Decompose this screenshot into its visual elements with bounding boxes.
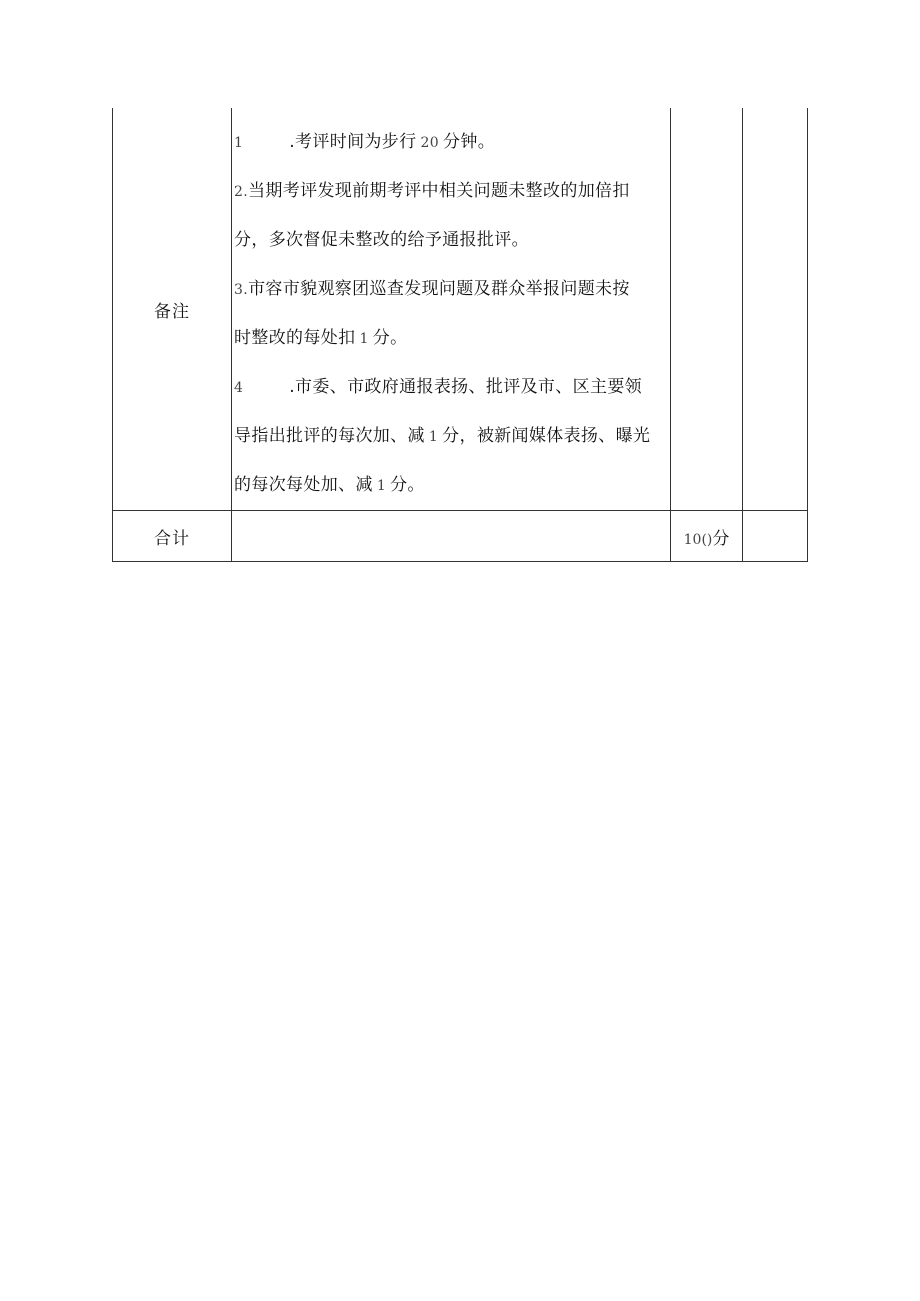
remark-line-number: 4 (234, 380, 244, 396)
remarks-content (232, 108, 671, 511)
remark-line-text: 时整改的每处扣 (234, 328, 356, 348)
remarks-lines (234, 118, 670, 510)
remarks-score-cell (671, 108, 743, 511)
remark-line-text: .考评时间为步行 (289, 132, 417, 152)
assessment-table (112, 108, 808, 562)
remark-line-number: 1 (234, 135, 244, 151)
remark-line-text: 当期考评发现前期考评中相关问题未整改的加倍扣 (248, 181, 630, 201)
remark-line-text: 的每次每处加、减 (234, 475, 373, 495)
remark-line-value: 1 (376, 478, 387, 494)
remark-line-text: 分，多次督促未整改的给予通报批评。 (234, 230, 529, 250)
remark-line (234, 363, 670, 412)
remark-line (234, 461, 670, 510)
remark-line-number: 3. (234, 282, 249, 298)
total-score-number: 10() (683, 531, 713, 548)
remark-line (234, 265, 670, 314)
remarks-row (113, 108, 808, 511)
remark-line-tail: 分。 (390, 475, 425, 495)
remark-line-tail: 分，被新闻媒体表扬、曝光 (442, 426, 651, 446)
total-label: 合计 (113, 511, 232, 562)
remark-line-value: 20 (420, 135, 439, 151)
remarks-label: 备注 (113, 108, 232, 511)
remark-line (234, 314, 670, 363)
total-content (232, 511, 671, 562)
remark-line-number: 2. (234, 184, 249, 200)
remark-line (234, 167, 670, 216)
remark-line (234, 412, 670, 461)
total-row (113, 511, 808, 562)
remarks-extra-cell (743, 108, 808, 511)
remark-line (234, 118, 670, 167)
remark-line-text: .市委、市政府通报表扬、批评及市、区主要领 (289, 377, 643, 397)
remark-line-tail: 分钟。 (443, 132, 496, 152)
remark-line-text: 市容市貌观察团巡查发现问题及群众举报问题未按 (248, 279, 630, 299)
remark-line-tail: 分。 (372, 328, 408, 348)
remark-line-text: 导指出批评的每次加、减 (234, 426, 425, 446)
remark-line-value: 1 (359, 331, 369, 347)
total-extra (743, 511, 808, 562)
total-score (671, 511, 743, 562)
total-score-unit: 分 (712, 528, 730, 549)
remark-line (234, 216, 670, 265)
remark-line-value: 1 (428, 429, 439, 445)
